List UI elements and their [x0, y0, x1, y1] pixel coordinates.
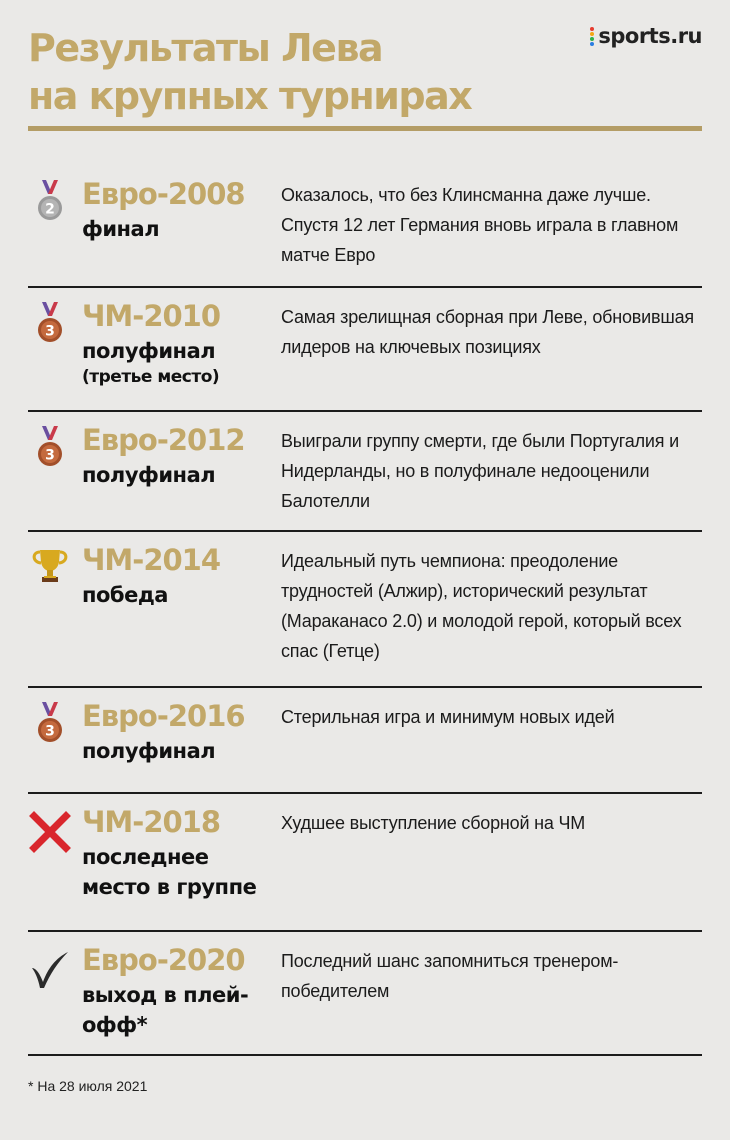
title-line-1: Результаты Лева [28, 26, 383, 70]
tournament-result-sub: (третье место) [82, 367, 220, 387]
checkmark-icon [28, 944, 72, 992]
bronze-medal-icon [28, 700, 72, 748]
tournament-result: полуфинал [82, 739, 216, 763]
tournament-result: финал [82, 217, 160, 241]
tournament-description: Самая зрелищная сборная при Леве, обновившая лидеров на ключевых позициях [281, 307, 694, 357]
tournament-row-euro-2020 [28, 932, 702, 1056]
tournament-result [82, 336, 282, 388]
tournament-description: Худшее выступление сборной на ЧМ [281, 813, 586, 833]
tournament-result: полуфинал [82, 463, 216, 487]
tournament-description: Идеальный путь чемпиона: преодоление трудностей (Алжир), исторический результат (Мараканасо 2.0) и молодой герой, который всех спас (Гетце) [281, 551, 682, 661]
header-divider [28, 126, 702, 131]
tournament-result: выход в плей-офф* [82, 983, 249, 1037]
tournament-row-wc-2018 [28, 794, 702, 932]
logo-dots-icon [590, 27, 594, 46]
tournament-name: ЧМ-2010 [82, 299, 221, 333]
medal-number: 3 [45, 447, 55, 464]
logo-text: sports.ru [598, 24, 702, 48]
tournament-name: Евро-2008 [82, 177, 245, 211]
tournament-description: Выиграли группу смерти, где были Португалия и Нидерланды, но в полуфинале недооценили Балотелли [281, 431, 679, 511]
tournament-name: ЧМ-2018 [82, 805, 221, 839]
tournament-name: Евро-2016 [82, 699, 245, 733]
medal-number: 2 [45, 201, 55, 218]
bronze-medal-icon [28, 424, 72, 472]
tournament-description: Оказалось, что без Клинсманна даже лучше. Спустя 12 лет Германия вновь играла в главном матче Евро [281, 185, 679, 265]
sports-ru-logo[interactable] [590, 24, 702, 48]
tournament-result: последнее место в группе [82, 845, 257, 899]
tournament-name: Евро-2020 [82, 943, 245, 977]
tournament-row-wc-2010 [28, 288, 702, 412]
bronze-medal-icon [28, 300, 72, 348]
tournament-name: ЧМ-2014 [82, 543, 221, 577]
tournament-list [28, 166, 702, 1056]
tournament-row-euro-2008 [28, 166, 702, 288]
tournament-description: Стерильная игра и минимум новых идей [281, 707, 615, 727]
trophy-icon [28, 544, 72, 592]
tournament-row-euro-2012 [28, 412, 702, 532]
medal-number: 3 [45, 723, 55, 740]
red-cross-icon [28, 806, 72, 854]
footnote: * На 28 июля 2021 [28, 1078, 148, 1094]
page-title [28, 24, 471, 120]
tournament-description: Последний шанс запомниться тренером-победителем [281, 951, 619, 1001]
tournament-result: победа [82, 583, 168, 607]
tournament-row-euro-2016 [28, 688, 702, 794]
tournament-row-wc-2014 [28, 532, 702, 688]
tournament-result-main: полуфинал [82, 339, 216, 363]
title-line-2: на крупных турнирах [28, 74, 472, 118]
medal-number: 3 [45, 323, 55, 340]
silver-medal-icon [28, 178, 72, 226]
tournament-name: Евро-2012 [82, 423, 245, 457]
